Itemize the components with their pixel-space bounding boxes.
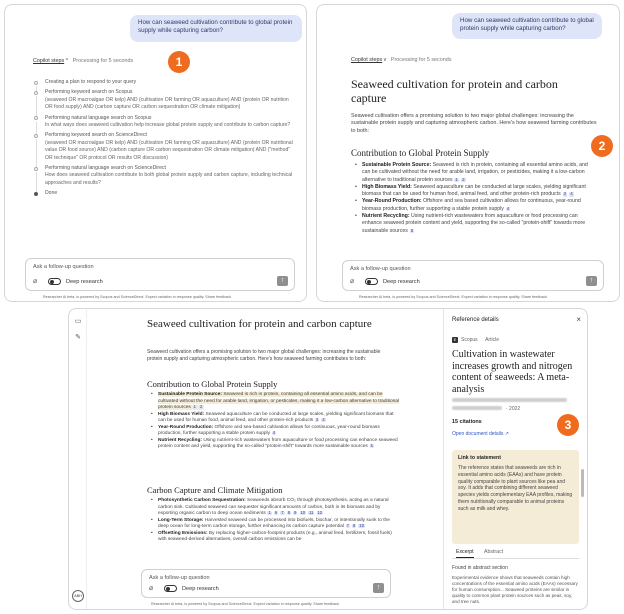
bullet-body: Seaweed is rich in protein, containing all essential amino acids, and can be cultivated without the need for arable land, irrigation, or pesticides, making it a low-carbon alternative to traditional protein sources <box>158 392 400 410</box>
paperclip-icon[interactable]: ⌀ <box>149 585 154 592</box>
citation-count: 15 citations <box>452 419 482 425</box>
link-to-statement-title: Link to statement <box>458 455 501 461</box>
bullet-body: Seaweed is rich in protein, containing all essential amino acids, and can be cultivated without the need for arable land, irrigation, or pesticides, making it a low-carbon alternative to traditional protein sources <box>362 162 588 183</box>
step-dot-icon <box>34 81 38 85</box>
paperclip-icon[interactable]: ⌀ <box>350 278 355 285</box>
reference-details-title: Reference details <box>452 317 499 323</box>
bullet-lead: Nutrient Recycling: <box>362 213 410 220</box>
panel-reference-details <box>68 308 588 610</box>
arrow-up-icon[interactable]: ↑ <box>277 276 288 286</box>
copilot-steps-label[interactable]: Copilot steps <box>33 58 65 64</box>
step-title: Performing natural language search on ScienceDirect <box>45 165 166 172</box>
arrow-up-icon[interactable]: ↑ <box>586 276 597 286</box>
citation-chip[interactable]: 1 <box>455 176 458 182</box>
close-icon[interactable]: × <box>576 315 581 324</box>
bullet-lead: Year-Round Production: <box>158 424 214 430</box>
citation-chip[interactable]: 5 <box>370 443 373 448</box>
citation-chip[interactable]: 12 <box>317 510 323 515</box>
bullet-text <box>362 213 585 234</box>
citation-chip[interactable]: 6 <box>274 510 278 515</box>
annotation-badge-2: 2 <box>591 135 613 157</box>
citation-chip[interactable]: 7 <box>281 510 284 515</box>
citation-chip[interactable]: 4 <box>322 417 325 422</box>
answer-intro: Seaweed cultivation offers a promising solution to two major global challenges: increasing the sustainable protein supply and capturing atmospheric carbon. Here's how seaweed farming contributes to both: <box>351 113 597 134</box>
followup-input[interactable] <box>25 258 295 291</box>
found-in-section: Found in abstract section <box>452 565 508 571</box>
bullet-item <box>151 412 401 425</box>
edit-icon[interactable]: ✎ <box>75 334 81 341</box>
citation-chip[interactable]: 10 <box>300 510 306 515</box>
section-heading: Contribution to Global Protein Supply <box>351 148 490 158</box>
document-type: Article <box>485 337 499 343</box>
copilot-step-done <box>33 190 293 197</box>
citation-chip[interactable]: 4 <box>272 430 276 435</box>
bullet-item <box>151 392 401 412</box>
citation-chip[interactable]: 3 <box>315 417 319 422</box>
citation-chip[interactable]: 2 <box>462 176 465 182</box>
arrow-up-icon[interactable]: ↑ <box>373 583 384 593</box>
deep-research-toggle[interactable] <box>164 585 177 592</box>
bullet-text <box>362 184 586 197</box>
open-document-link[interactable]: Open document details ↗ <box>452 431 509 437</box>
footer-notice: Researcher Ai beta, is powered by Scopus and ScienceDirect. Expect variation in response quality. Share feedback <box>43 295 232 299</box>
protein-bullets <box>355 162 595 235</box>
citation-chip[interactable]: 8 <box>353 523 356 528</box>
citation-chip[interactable]: 5 <box>410 227 414 233</box>
citation-chip[interactable]: 9 <box>294 510 297 515</box>
step-dot-icon <box>34 134 38 138</box>
bullet-body: Harvested seaweed can be processed into biofuels, biochar, or intentionally sunk to the deep ocean for long-term carbon storage, further enhancing its carbon capture potential <box>158 517 390 529</box>
answer-title: Seaweed cultivation for protein and carbon capture <box>147 318 372 330</box>
step-detail: In what ways does seaweed cultivation help increase global protein supply and contribute to carbon capture? <box>45 122 291 129</box>
bullet-text <box>158 412 393 424</box>
bullet-lead: Sustainable Protein Source: <box>362 162 432 168</box>
citation-chip[interactable]: 11 <box>309 510 314 515</box>
citation-chip[interactable]: 4 <box>506 205 510 211</box>
citation-chip[interactable]: 1 <box>193 404 196 409</box>
step-dot-icon <box>34 91 38 95</box>
bullet-item <box>151 438 401 451</box>
followup-input[interactable] <box>342 260 604 291</box>
copilot-step <box>33 89 293 111</box>
user-question-bubble: How can seaweed cultivation contribute to global protein supply while capturing carbon? <box>452 13 602 39</box>
answer-intro: Seaweed cultivation offers a promising solution to two major global challenges: increasing the sustainable protein supply and capturing atmospheric carbon. Here's how seaweed farming contributes to both: <box>147 349 381 362</box>
followup-placeholder[interactable]: Ask a follow-up question <box>33 264 94 270</box>
bullet-text <box>158 425 380 437</box>
reference-tabs <box>452 549 579 559</box>
step-connector <box>36 172 37 192</box>
bullet-lead: Photosynthetic Carbon Sequestration: <box>158 498 246 503</box>
scopus-icon: E <box>453 337 457 342</box>
tab-abstract[interactable]: Abstract <box>484 549 504 555</box>
bullet-item <box>355 198 595 213</box>
copilot-step <box>33 115 293 130</box>
followup-placeholder[interactable]: Ask a follow-up question <box>350 266 411 272</box>
excerpt-text: Experimental evidence shows that seaweeds contain high concentrations of the essential amino acids (EAAs) necessary for human consumption... Seaweed proteins are similar in quality to common plant protein sources such as peas, soy, and tree nuts. <box>452 575 578 604</box>
bullet-lead: High Biomass Yield: <box>158 411 205 417</box>
bullet-body: By replacing higher-carbon-footprint products (e.g., animal feed, fertilizers, fossil fuels) with seaweed-derived alternatives, overall carbon emissions can be <box>158 530 392 542</box>
bullet-text <box>158 498 389 516</box>
footer-notice: Researcher Ai beta, is powered by Scopus and ScienceDirect. Expect variation in response quality. Share feedback <box>151 602 340 606</box>
step-detail: (seaweed OR macroalgae OR kelp) AND (cultivation OR farming OR aquaculture) AND (protein OR nutrition OR food supply) AND (carbon capture OR carbon sequestration OR climate mitigation) <box>45 96 289 111</box>
answer-title: Seaweed cultivation for protein and carbon capture <box>351 77 558 105</box>
link-to-statement-card <box>452 450 579 544</box>
step-detail: (seaweed OR macroalgae OR kelp) AND (cultivation OR farming OR aquaculture) AND (protein OR nutritional value OR food source) AND (carbon capture OR carbon sequestration OR climate mitigation) AND ("method" OR technique" OR protocol OR results OR discussion) <box>45 139 293 161</box>
chevron-down-icon[interactable]: v <box>383 57 387 63</box>
processing-status: Processing for 5 seconds <box>390 57 452 63</box>
copilot-steps-toggle[interactable] <box>33 58 133 64</box>
citation-chip[interactable]: 10 <box>359 523 364 528</box>
step-dot-icon <box>34 167 38 171</box>
bullet-item <box>355 162 595 184</box>
bullet-body: Using nutrient-rich wastewaters from aquaculture or food processing can enhance seaweed protein content and yield, supporting the so-called "protein-shift" towards more sustainable sources <box>158 437 398 449</box>
citation-chip[interactable]: 1 <box>268 510 271 515</box>
reference-details-pane <box>444 309 588 609</box>
article-title: Cultivation in wastewater increases growth and nitrogen content of seaweeds: A meta-analysis <box>452 349 573 395</box>
deep-research-label: Deep research <box>182 586 219 592</box>
bullet-item <box>151 425 401 438</box>
bullet-lead: Long-Term Storage: <box>158 517 204 523</box>
copilot-step <box>33 79 293 86</box>
panel-copilot-steps <box>4 4 307 302</box>
step-title: Performing keyword search on ScienceDirect <box>45 132 147 139</box>
deep-research-toggle[interactable] <box>48 278 61 285</box>
link-to-statement-body: The reference states that seaweeds are rich in essential amino acids (EAAs) and have protein quality comparable to plant sources like pea and soy. It adds that combining different seaweed species yields complementary EAA profiles, making them nutritionally comparable to animal proteins such as milk and whey. <box>458 465 573 512</box>
paperclip-icon[interactable]: ⌀ <box>33 278 38 285</box>
left-rail <box>69 309 87 609</box>
step-title: Performing keyword search on Scopus <box>45 89 133 96</box>
copilot-step <box>33 165 293 187</box>
copilot-steps-list <box>33 79 293 201</box>
panel-answer <box>316 4 620 302</box>
step-dot-icon <box>34 116 38 120</box>
chevron-up-icon[interactable]: ^ <box>65 58 69 64</box>
bullet-item <box>151 531 401 544</box>
deep-research-toggle[interactable] <box>365 278 378 285</box>
step-title: Creating a plan to respond to your query <box>45 79 137 85</box>
bullet-item <box>151 498 401 518</box>
followup-placeholder[interactable]: Ask a follow-up question <box>149 575 210 581</box>
bullet-text <box>158 392 399 410</box>
scrollbar[interactable] <box>581 469 584 497</box>
step-connector <box>36 139 37 167</box>
citation-chip[interactable]: 4 <box>570 191 573 197</box>
tab-excerpt[interactable]: Excerpt <box>456 549 474 558</box>
bullet-body: Seaweeds absorb CO₂ through photosynthesis, acting as a natural carbon sink. Cultivated seaweed can sequester significant amounts of carbon, both in its biomass and by exporting organic carbon to deep ocean sediments <box>158 498 389 516</box>
bullet-lead: Sustainable Protein Source: <box>158 392 222 397</box>
bullet-body: Offshore and sea-based cultivation allows for continuous, year-round biomass production, further supporting a stable protein supply <box>158 424 380 436</box>
bullet-item <box>355 213 595 235</box>
footer-notice: Researcher Ai beta, is powered by Scopus and ScienceDirect. Expect variation in response quality. Share feedback <box>359 295 548 299</box>
bullet-text <box>158 531 392 543</box>
step-detail: How does seaweed cultivation contribute to both global protein supply and carbon capture, including technical approaches and results? <box>45 172 293 186</box>
citation-chip[interactable]: 8 <box>287 510 290 515</box>
bullet-text <box>362 162 588 183</box>
copilot-steps-toggle[interactable] <box>351 57 451 63</box>
avatar[interactable]: ABH <box>72 590 84 602</box>
publication-year: · 2022 <box>506 406 521 412</box>
copilot-step <box>33 132 293 162</box>
bullet-text <box>158 518 390 530</box>
carbon-bullets <box>151 498 401 544</box>
bullet-lead: Nutrient Recycling: <box>158 437 202 443</box>
user-question-bubble: How can seaweed cultivation contribute to global protein supply while capturing carbon? <box>130 15 302 42</box>
annotation-badge-3: 3 <box>557 414 579 436</box>
bullet-text <box>362 198 581 211</box>
source-name: Scopus <box>461 337 478 343</box>
bullet-text <box>158 438 398 450</box>
deep-research-label: Deep research <box>66 279 103 285</box>
step-title: Done <box>45 190 58 197</box>
step-title: Performing natural language search on Scopus <box>45 114 152 121</box>
bullet-item <box>355 184 595 199</box>
bullet-body: Seaweed aquaculture can be conducted at large scales, yielding significant biomass that can be used for human food, animal feed, and other protein-rich products <box>362 183 586 198</box>
citation-chip[interactable]: 7 <box>346 523 349 528</box>
citation-chip[interactable]: 3 <box>563 191 566 197</box>
bullet-lead: High Biomass Yield: <box>362 183 412 190</box>
processing-status: Processing for 5 seconds <box>72 58 134 64</box>
bullet-lead: Offsetting Emissions: <box>158 530 208 536</box>
sidebar-toggle-icon[interactable]: ▭ <box>74 318 82 325</box>
protein-bullets <box>151 392 401 451</box>
section-heading-protein: Contribution to Global Protein Supply <box>147 379 278 389</box>
annotation-badge-1: 1 <box>168 51 190 73</box>
check-icon <box>34 192 38 196</box>
copilot-steps-label[interactable]: Copilot steps <box>351 57 383 63</box>
redacted-authors <box>452 398 567 402</box>
bullet-body: Using nutrient-rich wastewaters from aquaculture or food processing can enhance seaweed protein content and yield, supporting the so-called "protein-shift" towards more sustainable sources <box>362 213 586 234</box>
section-heading-carbon: Carbon Capture and Climate Mitigation <box>147 485 283 495</box>
citation-chip[interactable]: 2 <box>199 404 203 409</box>
bullet-body: Seaweed aquaculture can be conducted at large scales, yielding significant biomass that can be used for human food, animal feed, and other protein-rich products <box>158 411 394 423</box>
reference-source <box>452 337 499 343</box>
bullet-body: Offshore and sea based cultivation allows for continuous, year-round biomass production, further supporting a stable protein supply <box>362 198 581 212</box>
redacted-journal <box>452 406 502 410</box>
followup-input[interactable] <box>141 569 391 598</box>
deep-research-label: Deep research <box>383 279 420 285</box>
step-connector <box>36 96 37 116</box>
bullet-lead: Year-Round Production: <box>362 198 422 205</box>
bullet-item <box>151 518 401 531</box>
